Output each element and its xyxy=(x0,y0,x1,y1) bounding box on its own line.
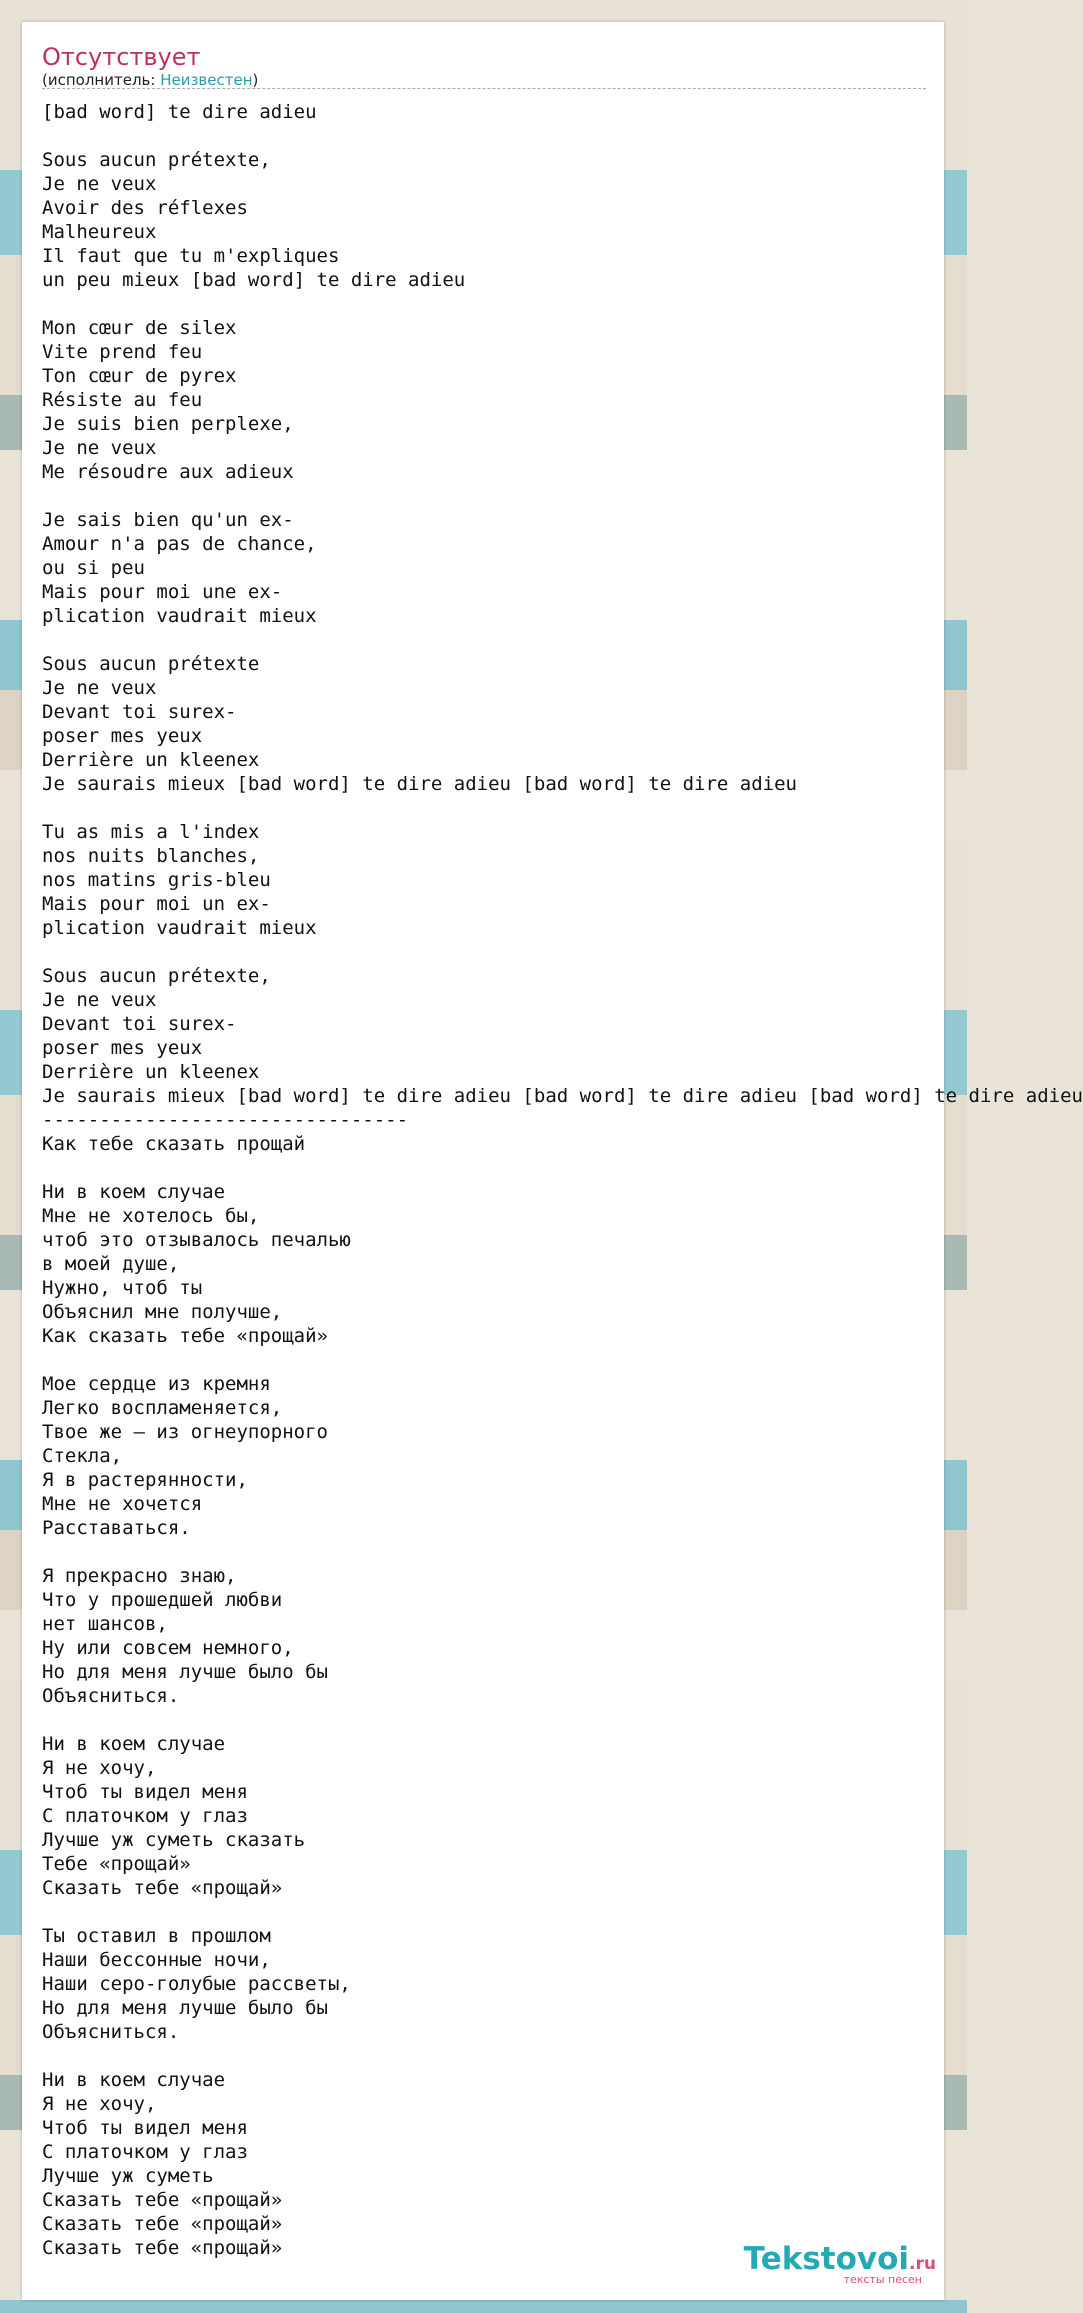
site-logo[interactable] xyxy=(744,2241,936,2286)
logo-main-text: Tekstovoi xyxy=(743,2241,910,2277)
artist-prefix: (исполнитель: xyxy=(42,71,161,89)
artist-link[interactable]: Неизвестен xyxy=(160,71,253,89)
song-title: Отсутствует xyxy=(42,43,201,71)
title-divider xyxy=(42,88,926,89)
lyrics-text: [bad word] te dire adieu Sous aucun prétexte, Je ne veux Avoir des réflexes Malheureux Il faut que tu m'expliques un peu mieux [bad word] te dire adieu Mon cœur de silex Vite prend feu Ton cœur de pyrex Résiste au feu Je suis bien perplexe, Je ne veux Me résoudre aux adieux Je sais bien qu'un ex- Amour n'a pas de chance, ou si peu Mais pour moi une ex- plication vaudrait mieux Sous aucun prétexte Je ne veux Devant toi surex- poser mes yeux Derrière un kleenex Je saurais mieux [bad word] te dire adieu [bad word] te dire adieu Tu as mis a l'index nos nuits blanches, nos matins gris-bleu Mais pour moi un ex- plication vaudrait mieux Sous aucun prétexte, Je ne veux Devant toi surex- poser mes yeux Derrière un kleenex Je saurais mieux [bad word] te dire adieu [bad word] te dire adieu [bad word] te dire adieu -------------------------------- Как тебе сказать прощай Ни в коем случае Мне не хотелось бы, чтоб это отзывалось печалью в моей душе, Нужно, чтоб ты Объяснил мне получше, Как сказать тебе «прощай» Мое сердце из кремня Легко воспламеняется, Твое же – из огнеупорного Стекла, Я в растерянности, Мне не хочется Расставаться. Я прекрасно знаю, Что у прошедшей любви нет шансов, Ну или совсем немного, Но для меня лучше было бы Объясниться. Ни в коем случае Я не хочу, Чтоб ты видел меня С платочком у глаз Лучше уж суметь сказать Тебе «прощай» Сказать тебе «прощай» Ты оставил в прошлом Наши бессонные ночи, Наши серо-голубые рассветы, Но для меня лучше было бы Объясниться. Ни в коем случае Я не хочу, Чтоб ты видел меня С платочком у глаз Лучше уж суметь Сказать тебе «прощай» Сказать тебе «прощай» Сказать тебе «прощай» xyxy=(42,101,1083,2259)
logo-tagline: тексты песен xyxy=(843,2273,922,2286)
lyrics-card xyxy=(22,22,1083,2300)
logo-suffix: .ru xyxy=(909,2254,936,2274)
artist-line xyxy=(42,70,258,90)
artist-suffix: ) xyxy=(252,71,259,89)
